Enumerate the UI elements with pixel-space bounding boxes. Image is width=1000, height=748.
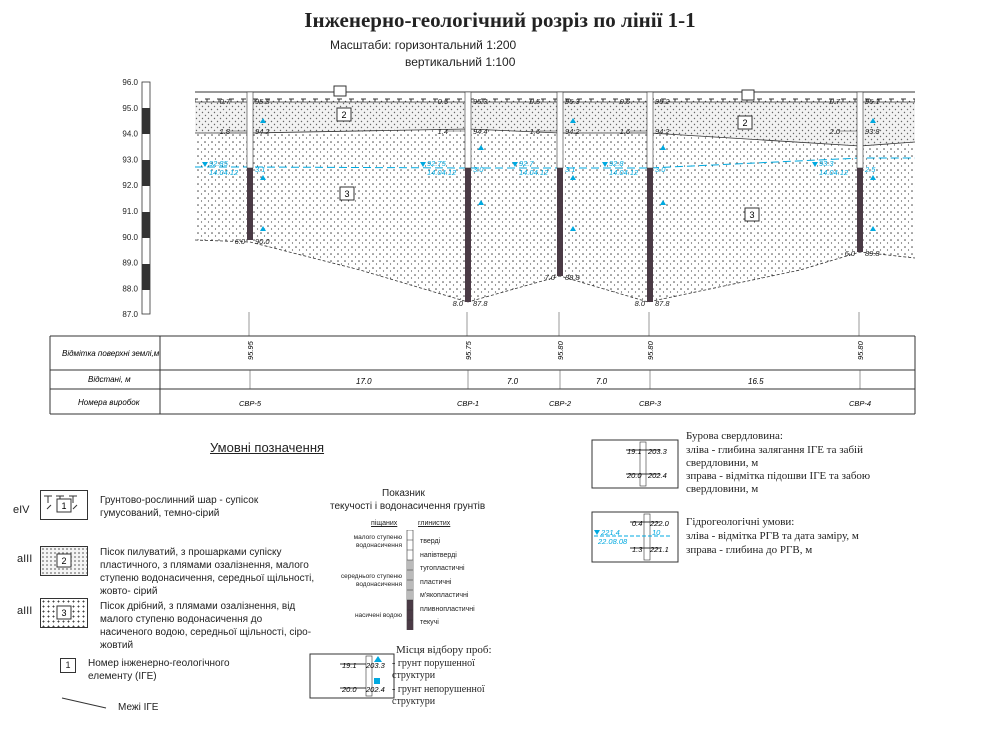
borehole-casing xyxy=(857,92,863,168)
water-level-value: 93.3 xyxy=(819,159,834,168)
water-level-value: 92.75 xyxy=(427,159,446,168)
borehole-name: СВР-1 xyxy=(456,399,480,408)
elevation-tick-label: 96.0 xyxy=(122,78,138,87)
row-label-surface: Відмітка поверхні землі,м xyxy=(62,349,160,358)
clay-label: тугопластичні xyxy=(420,565,465,572)
borehole-shaft xyxy=(647,168,653,302)
ige-number-text: Номер інженерно-геологічного елементу (ІГЕ) xyxy=(88,658,230,682)
svg-text:203.3: 203.3 xyxy=(366,661,385,670)
svg-text:3: 3 xyxy=(749,210,755,220)
svg-text:2: 2 xyxy=(341,110,347,120)
borehole-casing xyxy=(647,92,653,168)
clay-label: пливнопластичні xyxy=(420,605,475,613)
borehole-mid-left: 2.0 xyxy=(829,127,840,136)
borehole-bottom-depth: 7.0 xyxy=(544,273,555,282)
legend-swatch-1 xyxy=(40,490,88,520)
borehole-water-depth: 3.0 xyxy=(655,165,666,174)
scale-vertical: вертикальний 1:100 xyxy=(405,55,516,69)
borehole-bottom-elev: 89.8 xyxy=(865,249,880,258)
svg-text:20.0: 20.0 xyxy=(342,685,357,694)
legend-text-2: Пісок пилуватий, з прошарками супіску пластичного, з плямами озалізнення, малого ступеню водонасичення, середньої щільності, жовто- сірий xyxy=(100,547,315,597)
borehole-mid-right: 94.2 xyxy=(565,127,580,136)
svg-text:10: 10 xyxy=(652,528,661,537)
legend-index-1: eIV xyxy=(13,504,30,516)
borehole-water-depth: 3.0 xyxy=(473,165,484,174)
borehole-top-right: 95.2 xyxy=(655,97,670,106)
sand-label-3: насичені водою xyxy=(354,612,402,619)
surface-elevation: 95.80 xyxy=(646,341,655,360)
borehole-key-title: Бурова свердловина: xyxy=(686,430,783,442)
sand-label-2: середнього ступеню водонасичення xyxy=(340,573,402,588)
svg-text:221.4: 221.4 xyxy=(601,528,620,537)
indicator-title-2: текучості і водонасичення грунтів xyxy=(330,501,486,512)
svg-text:20.0: 20.0 xyxy=(627,471,642,480)
legend-title: Умовні позначення xyxy=(210,440,325,455)
sand-label-1: малого ступеню водонасичення xyxy=(353,534,402,549)
borehole-shaft xyxy=(465,168,471,302)
clay-label: м'якопластичні xyxy=(420,592,469,599)
svg-text:1.3: 1.3 xyxy=(632,545,643,554)
borehole-mid-left: 1.4 xyxy=(437,127,448,136)
borehole-casing xyxy=(557,92,563,168)
borehole-name: СВР-2 xyxy=(548,399,572,408)
legend-text-3: Пісок дрібний, з плямами озалізнення, від малого ступеню водонасичення до насиченого водою, середньої щільності, сіро-жовтий xyxy=(100,601,312,651)
borehole-top-right: 95.3 xyxy=(255,97,270,106)
elevation-tick-label: 87.0 xyxy=(122,310,138,320)
borehole-shaft xyxy=(857,168,863,252)
clay-label: тверді xyxy=(420,538,441,545)
borehole-top-left: 0.5 xyxy=(437,97,448,106)
svg-text:0.4: 0.4 xyxy=(632,519,643,528)
borehole-bottom-depth: 6.0 xyxy=(844,249,855,258)
svg-text:3: 3 xyxy=(344,189,350,199)
borehole-name: СВР-4 xyxy=(848,399,872,408)
distance-1: 17.0 xyxy=(356,377,372,386)
legend-swatch-2 xyxy=(40,546,88,576)
clay-label: напівтверді xyxy=(420,551,457,559)
surface-elevation: 95.75 xyxy=(464,341,473,360)
borehole-bottom-elev: 87.8 xyxy=(473,299,488,308)
elevation-tick-label: 93.0 xyxy=(122,155,138,165)
ige-label-2a xyxy=(337,108,351,121)
water-level-date: 14.04.12 xyxy=(519,168,549,177)
borehole-key-line1: зліва - глибина залягання ІГЕ та забій свердловини, м xyxy=(686,444,863,469)
water-level-date: 14.04.12 xyxy=(209,168,239,177)
borehole-water-depth: 3.1 xyxy=(255,165,266,174)
borehole-key-line2: зправа - відмітка підошви ІГЕ та забою свердловини, м xyxy=(686,470,871,495)
borehole-mid-right: 93.8 xyxy=(865,127,880,136)
clay-label: пластичні xyxy=(420,578,452,586)
borehole-top-left: 0.6 xyxy=(619,97,630,106)
elevation-tick-label: 90.0 xyxy=(122,232,138,242)
sampling-item-1: - грунт порушенної структури xyxy=(392,658,475,681)
svg-text:19.1: 19.1 xyxy=(342,661,357,670)
borehole-bottom-elev: 87.8 xyxy=(655,299,670,308)
borehole-bottom-elev: 90.0 xyxy=(255,237,270,246)
ige-number-swatch: 1 xyxy=(60,658,76,673)
indicator-bar xyxy=(404,530,416,630)
svg-text:203.3: 203.3 xyxy=(648,447,667,456)
indicator-title-1: Показник xyxy=(382,488,425,499)
data-table xyxy=(50,336,915,414)
indicator-col-sand: піщаних xyxy=(371,520,398,527)
svg-text:2: 2 xyxy=(61,556,67,566)
borehole-water-depth: 3.1 xyxy=(565,165,576,174)
svg-text:22.08.08: 22.08.08 xyxy=(598,537,628,546)
borehole-casing xyxy=(465,92,471,168)
borehole-top-right: 95.1 xyxy=(865,97,880,106)
borehole-name: СВР-3 xyxy=(638,399,662,408)
borehole-water-depth: 2.5 xyxy=(865,165,876,174)
borehole-top-left: 0.7 xyxy=(829,97,840,106)
surface-marker-b xyxy=(742,90,754,100)
ige-label-3b xyxy=(745,208,759,221)
hydro-key-swatch xyxy=(590,510,682,566)
borehole-top-right: 95.3 xyxy=(473,97,488,106)
borehole-key-swatch xyxy=(590,438,682,492)
svg-text:3: 3 xyxy=(61,608,67,618)
section-title: Інженерно-геологічний розріз по лінії 1-1 xyxy=(304,8,696,32)
borehole-mid-right: 94.4 xyxy=(473,127,488,136)
borehole-top-left: 0.7 xyxy=(219,97,230,106)
borehole-mid-right: 94.2 xyxy=(655,127,670,136)
elevation-tick-label: 92.0 xyxy=(122,181,138,191)
borehole-shaft xyxy=(557,168,563,276)
row-label-numbers: Номера виробок xyxy=(78,398,140,407)
legend-index-3: aIII xyxy=(17,605,33,617)
water-level-date: 14.04.12 xyxy=(819,168,849,177)
water-level-value: 92.85 xyxy=(209,159,228,168)
surface-marker-a xyxy=(334,86,346,96)
hydro-key-title: Гідрогеологічні умови: xyxy=(686,516,795,528)
distance-2: 7.0 xyxy=(507,377,519,386)
borehole-mid-left: 1.6 xyxy=(619,127,630,136)
sampling-title: Місця відбору проб: xyxy=(396,644,492,656)
borehole-shaft xyxy=(247,168,253,240)
svg-text:202.4: 202.4 xyxy=(648,471,667,480)
borehole-bottom-depth: 8.0 xyxy=(452,299,463,308)
borehole-mid-left: 1.8 xyxy=(219,127,230,136)
water-level-value: 92.7 xyxy=(519,159,534,168)
svg-text:222.0: 222.0 xyxy=(650,519,669,528)
borehole-top-right: 95.3 xyxy=(565,97,580,106)
legend-text-1: Грунтово-рослинний шар - супісок гумусований, темно-сірий xyxy=(100,495,259,519)
borehole-casing xyxy=(247,92,253,168)
elevation-tick-label: 89.0 xyxy=(122,258,138,268)
distance-4: 16.5 xyxy=(748,377,764,386)
distance-3: 7.0 xyxy=(596,377,608,386)
hydro-key-line1: зліва - відмітка РГВ та дата заміру, м xyxy=(686,530,859,542)
scale-horizontal: Масштаби: горизонтальний 1:200 xyxy=(330,38,517,52)
water-level-value: 92.8 xyxy=(609,159,624,168)
svg-text:1: 1 xyxy=(61,501,67,511)
clay-label: текучі xyxy=(420,619,439,626)
legend-swatch-3 xyxy=(40,598,88,628)
elevation-tick-label: 91.0 xyxy=(122,207,138,216)
borehole-bottom-depth: 6.0 xyxy=(234,237,245,246)
hydro-key-line2: зправа - глибина до РГВ, м xyxy=(686,544,813,556)
elevation-axis xyxy=(122,78,150,319)
sampling-swatch xyxy=(308,652,398,702)
borehole-name: СВР-5 xyxy=(238,399,262,408)
borehole-mid-left: 1.6 xyxy=(529,127,540,136)
surface-elevation: 95.80 xyxy=(556,341,565,360)
legend-index-2: aIII xyxy=(17,553,33,565)
surface-elevation: 95.80 xyxy=(856,341,865,360)
indicator-col-clay: глинистих xyxy=(418,520,451,527)
surface-elevation: 95.95 xyxy=(246,341,255,360)
svg-text:221.1: 221.1 xyxy=(650,545,669,554)
ige-label-2b xyxy=(738,116,752,129)
boundary-text: Межі ІГЕ xyxy=(118,702,159,713)
borehole-top-left: 0.5 xyxy=(529,97,540,106)
borehole-mid-right: 94.2 xyxy=(255,127,270,136)
layer-ige1 xyxy=(195,92,915,102)
borehole-bottom-depth: 8.0 xyxy=(634,299,645,308)
svg-text:2: 2 xyxy=(742,118,748,128)
borehole-bottom-elev: 88.8 xyxy=(565,273,580,282)
svg-text:19.1: 19.1 xyxy=(627,447,642,456)
svg-text:202.4: 202.4 xyxy=(366,685,385,694)
boundary-line-icon xyxy=(60,694,108,712)
ige-label-3a xyxy=(340,187,354,200)
row-label-distances: Відстані, м xyxy=(88,375,131,384)
sampling-item-2: - грунт непорушенної структури xyxy=(392,684,485,707)
elevation-tick-label: 94.0 xyxy=(122,129,138,139)
water-level-date: 14.04.12 xyxy=(609,168,639,177)
elevation-tick-label: 88.0 xyxy=(122,284,138,294)
water-level-date: 14.04.12 xyxy=(427,168,457,177)
elevation-tick-label: 95.0 xyxy=(122,103,138,113)
